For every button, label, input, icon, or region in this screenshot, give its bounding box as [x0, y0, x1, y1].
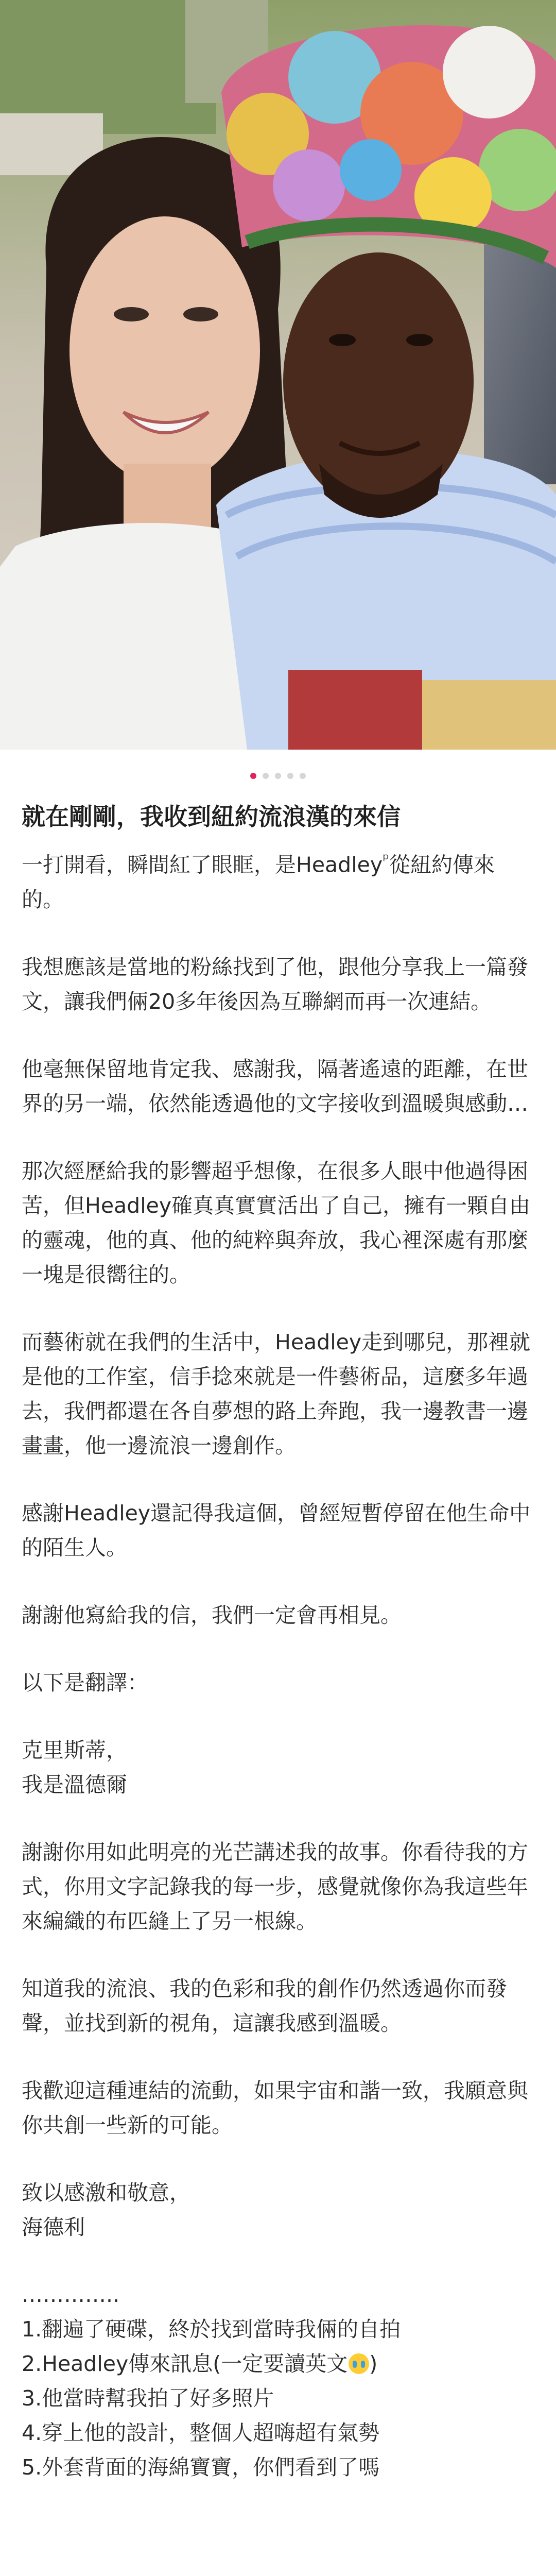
- list-item: 1.翻遍了硬碟，終於找到當時我倆的自拍: [22, 2316, 401, 2342]
- post-paragraph-4: 那次經歷給我的影響超乎想像，在很多人眼中他過得困苦，但Headley確真真實實活出了自己，擁有一顆自由的靈魂，他的真、他的純粹與奔放，我心裡深處有那麼一塊是很嚮往的。: [22, 1158, 531, 1287]
- letter-paragraph-3: 我歡迎這種連結的流動，如果宇宙和諧一致，我願意與你共創一些新的可能。: [22, 2078, 528, 2138]
- post-paragraph-5: 而藝術就在我們的生活中，Headley走到哪兒，那裡就是他的工作室，信手捻來就是一件藝術品，這麼多年過去，我們都還在各自夢想的路上奔跑，我一邊教書一邊畫畫，他一邊流浪一邊創作。: [22, 1329, 531, 1458]
- letter-greeting-2: 我是溫德爾: [22, 1772, 127, 1797]
- letter-closing-2: 海德利: [22, 2214, 85, 2240]
- letter-paragraph-1: 謝謝你用如此明亮的光芒講述我的故事。你看待我的方式，你用文字記錄我的每一步，感覺就像你為我這些年來編織的布匹縫上了另一根線。: [22, 1839, 528, 1934]
- post-photo[interactable]: [0, 0, 556, 750]
- translation-label: 以下是翻譯：: [22, 1670, 148, 1695]
- list-item: 4.穿上他的設計，整個人超嗨超有氣勢: [22, 2420, 380, 2445]
- carousel-dot-2[interactable]: [263, 773, 269, 779]
- carousel-dot-5[interactable]: [300, 773, 306, 779]
- carousel-dot-3[interactable]: [275, 773, 281, 779]
- photo-list: [22, 2312, 536, 2485]
- carousel-dot-4[interactable]: [287, 773, 293, 779]
- post-content: [22, 796, 536, 2485]
- letter-closing-1: 致以感激和敬意，: [22, 2180, 190, 2205]
- post-title: 就在剛剛，我收到紐約流浪漢的來信: [22, 803, 401, 831]
- list-item: 3.他當時幫我拍了好多照片: [22, 2385, 274, 2411]
- carousel-indicator: [0, 773, 556, 783]
- post-paragraph-3: 他毫無保留地肯定我、感謝我，隔著遙遠的距離，在世界的另一端，依然能透過他的文字接收到溫暖與感動…: [22, 1056, 528, 1116]
- selfie-photo: [0, 0, 556, 750]
- letter-paragraph-2: 知道我的流浪、我的色彩和我的創作仍然透過你而發聲，並找到新的視角，這讓我感到溫暖。: [22, 1976, 507, 2036]
- separator: …………..: [22, 2282, 120, 2307]
- post-paragraph-1: 一打開看，瞬間紅了眼眶，是Headley$^ᵖ$從紐約傳來的。: [22, 851, 495, 912]
- crying-face-icon: [349, 2353, 369, 2374]
- list-item: 5.外套背面的海綿寶寶，你們看到了嗎: [22, 2454, 380, 2480]
- letter-greeting-1: 克里斯蒂，: [22, 1737, 127, 1762]
- post-paragraph-6: 感謝Headley還記得我這個，曾經短暫停留在他生命中的陌生人。: [22, 1500, 531, 1560]
- list-item: 2.Headley傳來訊息(一定要讀英文 ): [22, 2351, 378, 2376]
- post-paragraph-2: 我想應該是當地的粉絲找到了他，跟他分享我上一篇發文，讓我們倆20多年後因為互聯網而再一次連結。: [22, 954, 528, 1014]
- person-icon: ᵖ: [383, 851, 389, 869]
- post-paragraph-7: 謝謝他寫給我的信，我們一定會再相見。: [22, 1602, 402, 1628]
- carousel-dot-1[interactable]: [250, 773, 256, 779]
